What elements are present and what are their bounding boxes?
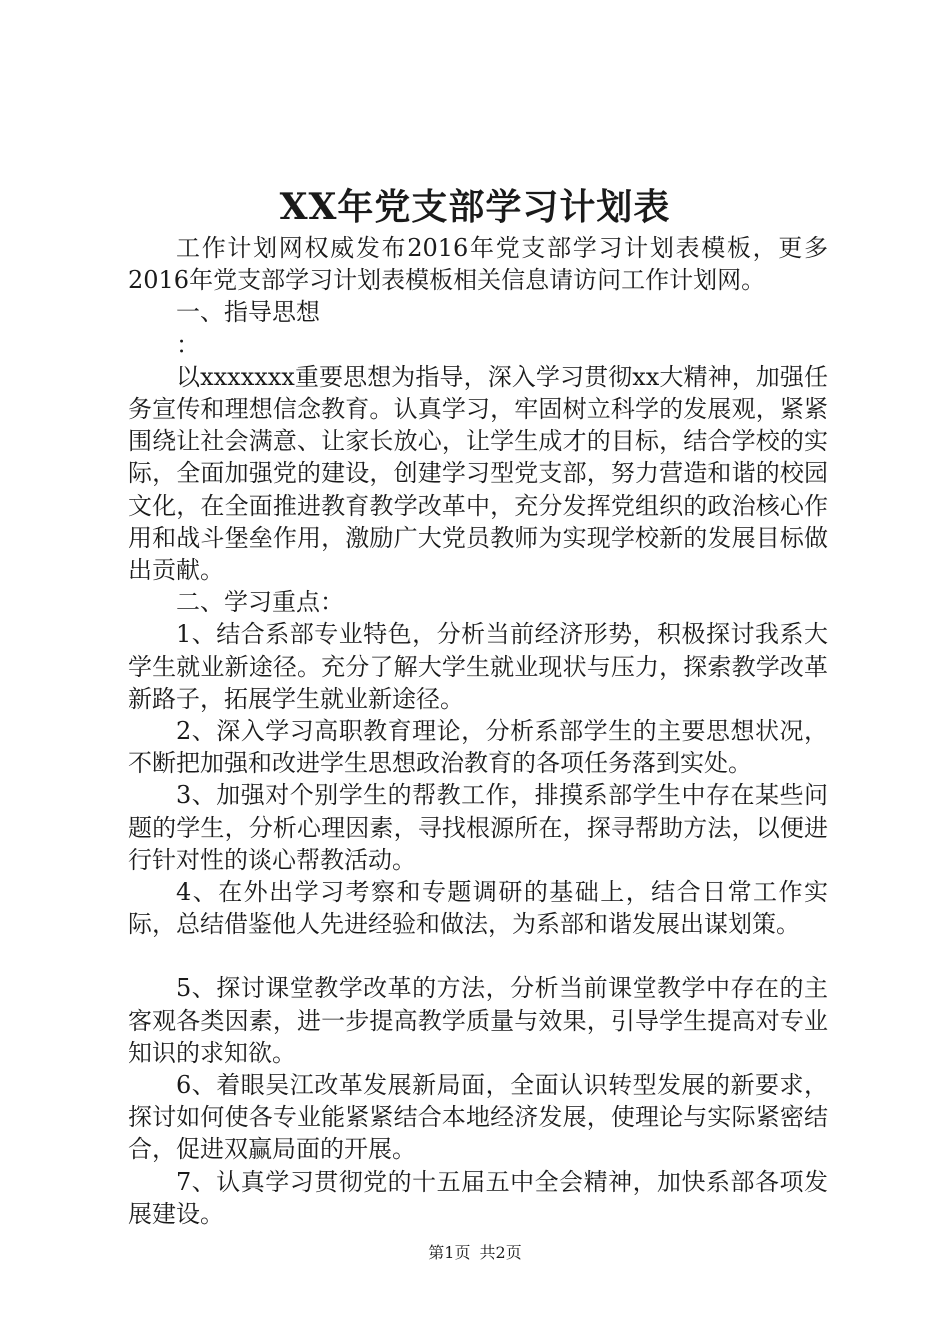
document-title: XX年党支部学习计划表 (279, 186, 671, 228)
focus-item-3: 3、加强对个别学生的帮教工作，排摸系部学生中存在某些问题的学生，分析心理因素，寻找根源所在，探寻帮助方法，以便进行针对性的谈心帮教活动。 (128, 781, 828, 874)
focus-item-6: 6、着眼吴江改革发展新局面，全面认识转型发展的新要求，探讨如何使各专业能紧紧结合本地经济发展，使理论与实际紧密结合，促进双赢局面的开展。 (128, 1071, 828, 1164)
colon-line: ： (176, 330, 200, 359)
section-heading-guiding-ideology: 一、指导思想 (176, 298, 320, 327)
section-heading-study-focus: 二、学习重点： (176, 588, 344, 617)
focus-item-2: 2、深入学习高职教育理论，分析系部学生的主要思想状况，不断把加强和改进学生思想政治教育的各项任务落到实处。 (128, 717, 828, 778)
focus-item-1: 1、结合系部专业特色，分析当前经济形势，积极探讨我系大学生就业新途径。充分了解大学生就业现状与压力，探索教学改革新路子，拓展学生就业新途径。 (128, 620, 828, 713)
intro-paragraph: 工作计划网权威发布2016年党支部学习计划表模板，更多2016年党支部学习计划表模板相关信息请访问工作计划网。 (128, 234, 828, 295)
page-number: 第1页 (428, 1243, 471, 1262)
document-body (128, 232, 828, 1230)
focus-item-4: 4、在外出学习考察和专题调研的基础上，结合日常工作实际，总结借鉴他人先进经验和做法，为系部和谐发展出谋划策。 (128, 878, 828, 939)
page-footer (0, 1241, 950, 1265)
guiding-ideology-paragraph: 以xxxxxxx重要思想为指导，深入学习贯彻xx大精神，加强任务宣传和理想信念教育。认真学习，牢固树立科学的发展观，紧紧围绕让社会满意、让家长放心，让学生成才的目标，结合学校的实际，全面加强党的建设，创建学习型党支部，努力营造和谐的校园文化，在全面推进教育教学改革中，充分发挥党组织的政治核心作用和战斗堡垒作用，激励广大党员教师为实现学校新的发展目标做出贡献。 (128, 362, 828, 585)
focus-item-5: 5、探讨课堂教学改革的方法，分析当前课堂教学中存在的主客观各类因素，进一步提高教学质量与效果，引导学生提高对专业知识的求知欲。 (128, 974, 828, 1067)
focus-item-7: 7、认真学习贯彻党的十五届五中全会精神，加快系部各项发展建设。 (128, 1167, 828, 1228)
paragraph-gap (128, 940, 828, 972)
page-total: 共2页 (479, 1243, 522, 1262)
